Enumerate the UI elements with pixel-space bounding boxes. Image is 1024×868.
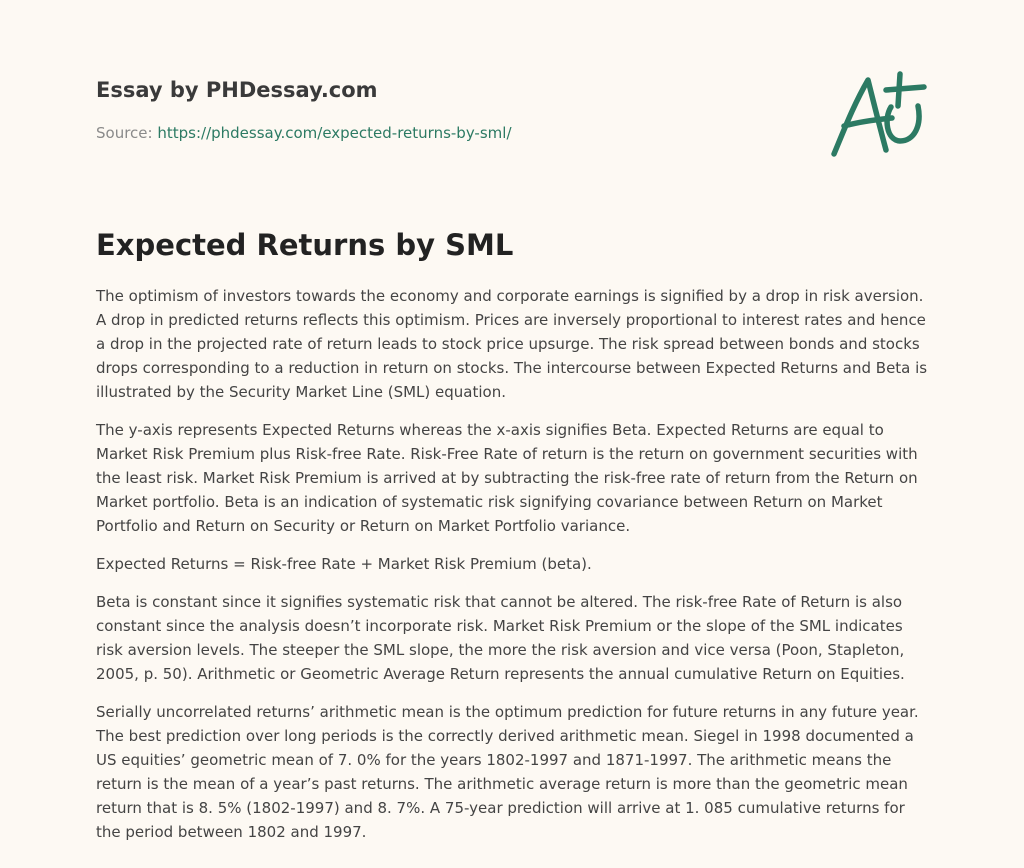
paragraph: The y-axis represents Expected Returns whereas the x-axis signifies Beta. Expected Returns are equal to Market Risk Premium plus Risk-free Rate. Risk-Free Rate of return is the return on government securities with the least risk. Market Risk Premium is arrived at by subtracting the risk-free rate of return from the Return on Market portfolio. Beta is an indication of systematic risk signifying covariance between Return on Market Portfolio and Return on Security or Return on Market Portfolio variance. xyxy=(96,421,918,535)
paragraph: The optimism of investors towards the economy and corporate earnings is signified by a drop in risk aversion. A drop in predicted returns reflects this optimism. Prices are inversely proportional to interest rates and hence a drop in the projected rate of return leads to stock price upsurge. The risk spread between bonds and stocks drops corresponding to a reduction in return on stocks. The intercourse between Expected Returns and Beta is illustrated by the Security Market Line (SML) equation. xyxy=(96,287,928,401)
page-header xyxy=(96,76,928,166)
source-label: Source: xyxy=(96,124,153,142)
source-link[interactable]: https://phdessay.com/expected-returns-by-sml/ xyxy=(157,124,512,142)
source-line xyxy=(96,122,512,144)
a-plus-grade-icon xyxy=(828,70,928,162)
formula-paragraph: Expected Returns = Risk-free Rate + Market Risk Premium (beta). xyxy=(96,555,592,573)
article-body xyxy=(96,284,930,858)
paragraph: Serially uncorrelated returns’ arithmetic mean is the optimum prediction for future returns in any future year. The best prediction over long periods is the correctly derived arithmetic mean. Siegel in 1998 documented a US equities’ geometric mean of 7. 0% for the years 1802-1997 and 1871-1997. The arithmetic means the return is the mean of a year’s past returns. The arithmetic average return is more than the geometric mean return that is 8. 5% (1802-1997) and 8. 7%. A 75-year prediction will arrive at 1. 085 cumulative returns for the period between 1802 and 1997. xyxy=(96,703,919,841)
site-title: Essay by PHDessay.com xyxy=(96,78,378,102)
article-title: Expected Returns by SML xyxy=(96,228,514,262)
paragraph: Beta is constant since it signifies systematic risk that cannot be altered. The risk-free Rate of Return is also constant since the analysis doesn’t incorporate risk. Market Risk Premium or the slope of the SML indicates risk aversion levels. The steeper the SML slope, the more the risk aversion and vice versa (Poon, Stapleton, 2005, p. 50). Arithmetic or Geometric Average Return represents the annual cumulative Return on Equities. xyxy=(96,593,905,683)
